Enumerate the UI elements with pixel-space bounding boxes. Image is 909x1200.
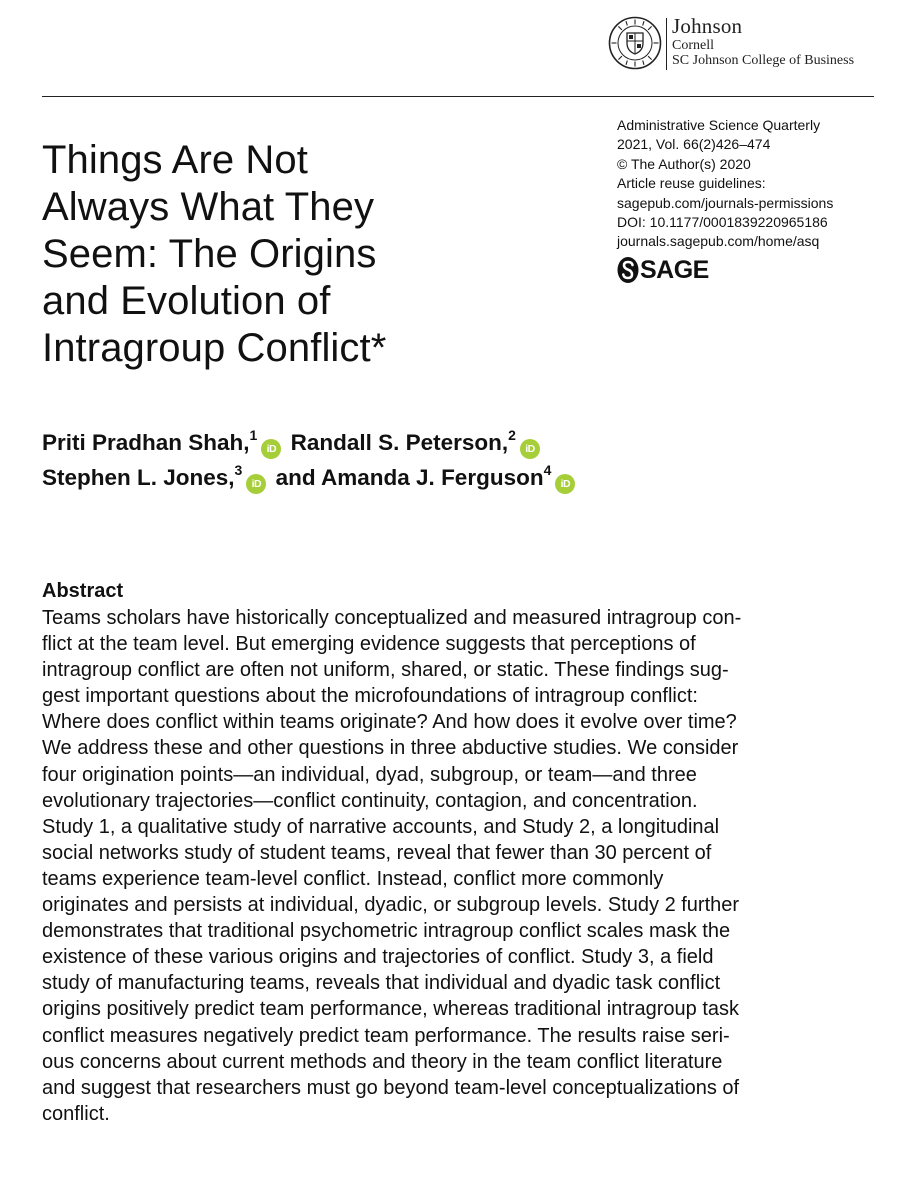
title-line: Seem: The Origins bbox=[42, 232, 377, 276]
abstract-line: conflict. bbox=[42, 1102, 110, 1125]
doi-link[interactable]: DOI: 10.1177/0001839220965186 bbox=[617, 214, 828, 231]
abstract-line: conflict measures negatively predict team performance. The results raise seri- bbox=[42, 1024, 730, 1047]
cornell-university-seal-icon bbox=[608, 16, 662, 70]
logo-school-name: SC Johnson College of Business bbox=[672, 53, 855, 68]
abstract-line: study of manufacturing teams, reveals that individual and dyadic task conflict bbox=[42, 972, 721, 995]
author-name: Stephen L. Jones, bbox=[42, 465, 235, 490]
abstract-line: flict at the team level. But emerging evidence suggests that perceptions of bbox=[42, 633, 696, 656]
logo-johnson: Johnson bbox=[672, 14, 743, 38]
abstract-line: origins positively predict team performance, whereas traditional intragroup task bbox=[42, 998, 740, 1021]
abstract-line: Teams scholars have historically conceptualized and measured intragroup con- bbox=[42, 607, 742, 629]
abstract-line: teams experience team-level conflict. Instead, conflict more commonly bbox=[42, 867, 664, 890]
journal-home-link[interactable]: journals.sagepub.com/home/asq bbox=[617, 233, 820, 250]
abstract-body bbox=[42, 605, 877, 1127]
sage-s-icon bbox=[617, 256, 639, 284]
abstract-line: social networks study of student teams, reveal that fewer than 30 percent of bbox=[42, 841, 712, 864]
header-rule bbox=[42, 96, 874, 97]
abstract-line: and suggest that researchers must go beyond team-level conceptualizations of bbox=[42, 1076, 740, 1099]
author-name: and Amanda J. Ferguson bbox=[275, 465, 544, 490]
journal-copyright: © The Author(s) 2020 bbox=[617, 155, 751, 172]
article-title bbox=[42, 137, 582, 372]
sage-logo bbox=[617, 256, 709, 284]
orcid-icon[interactable]: iD bbox=[520, 439, 540, 459]
reuse-label: Article reuse guidelines: bbox=[617, 175, 766, 192]
abstract-line: ous concerns about current methods and theory in the team conflict literature bbox=[42, 1050, 723, 1073]
author-affiliation: 4 bbox=[543, 461, 552, 478]
orcid-icon[interactable]: iD bbox=[261, 439, 281, 459]
author-name: Randall S. Peterson, bbox=[290, 430, 509, 455]
abstract-line: gest important questions about the microfoundations of intragroup conflict: bbox=[42, 685, 698, 708]
author-list bbox=[42, 425, 882, 495]
permissions-link[interactable]: sagepub.com/journals-permissions bbox=[617, 194, 834, 211]
abstract-line: Where does conflict within teams originate? And how does it evolve over time? bbox=[42, 711, 737, 734]
journal-info bbox=[617, 116, 833, 252]
author-affiliation: 3 bbox=[234, 461, 243, 478]
logo-wordmark bbox=[672, 14, 854, 69]
journal-volume: 2021, Vol. 66(2)426–474 bbox=[617, 136, 771, 153]
johnson-cornell-logo bbox=[608, 14, 898, 74]
abstract-heading: Abstract bbox=[42, 580, 124, 602]
logo-divider bbox=[666, 18, 667, 70]
journal-name: Administrative Science Quarterly bbox=[617, 117, 821, 133]
author-name: Priti Pradhan Shah, bbox=[42, 430, 250, 455]
title-line: and Evolution of bbox=[42, 279, 331, 323]
abstract-line: evolutionary trajectories—conflict continuity, contagion, and concentration. bbox=[42, 789, 698, 812]
abstract-line: intragroup conflict are often not uniform, shared, or static. These findings sug- bbox=[42, 659, 729, 682]
title-line: Intragroup Conflict* bbox=[42, 326, 387, 370]
title-line: Always What They bbox=[42, 185, 375, 229]
abstract-line: demonstrates that traditional psychometric intragroup conflict scales mask the bbox=[42, 920, 731, 943]
abstract-line: originates and persists at individual, dyadic, or subgroup levels. Study 2 further bbox=[42, 894, 740, 917]
logo-cornell: Cornell bbox=[672, 38, 714, 53]
abstract-line: four origination points—an individual, dyad, subgroup, or team—and three bbox=[42, 763, 697, 786]
author-affiliation: 2 bbox=[508, 426, 516, 443]
abstract-line: existence of these various origins and trajectories of conflict. Study 3, a field bbox=[42, 946, 714, 969]
title-line: Things Are Not bbox=[42, 138, 308, 182]
author-affiliation: 1 bbox=[249, 426, 258, 443]
abstract-line: We address these and other questions in three abductive studies. We consider bbox=[42, 737, 739, 760]
abstract-line: Study 1, a qualitative study of narrative accounts, and Study 2, a longitudinal bbox=[42, 815, 720, 838]
sage-wordmark: SAGE bbox=[640, 256, 709, 284]
orcid-icon[interactable]: iD bbox=[555, 474, 575, 494]
orcid-icon[interactable]: iD bbox=[246, 474, 266, 494]
